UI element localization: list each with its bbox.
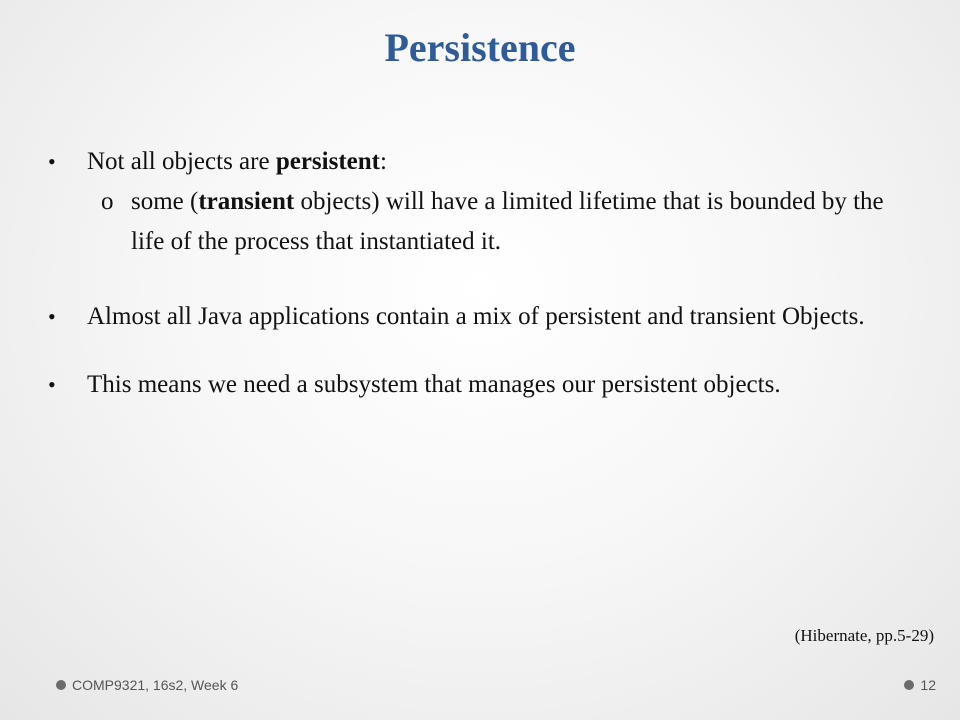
footer-dot-icon: [904, 680, 914, 690]
text-run: some (: [131, 188, 199, 215]
bullet-icon: •: [48, 372, 56, 397]
footer-course-label: COMP9321, 16s2, Week 6: [72, 677, 239, 693]
text-run: Not all objects are: [87, 148, 276, 175]
sub-bullet-text: [131, 182, 888, 262]
bullet-item: [48, 142, 888, 182]
bullet-item: [48, 365, 888, 405]
sub-bullet-item: [101, 182, 888, 262]
bullet-icon: •: [48, 304, 56, 329]
slide-content: [48, 142, 888, 405]
bullet-icon: •: [48, 149, 56, 174]
citation: (Hibernate, pp.5-29): [794, 626, 934, 645]
bullet-item: [48, 297, 888, 337]
footer-dot-icon: [56, 680, 66, 690]
footer-page: [904, 677, 936, 693]
bold-term: persistent: [275, 148, 380, 175]
bold-term: transient: [198, 188, 295, 215]
bullet-text: [87, 142, 888, 182]
bullet-text: Almost all Java applications contain a mix of persistent and transient Objects.: [87, 303, 865, 330]
slide-title: Persistence: [384, 25, 576, 70]
page-number: 12: [920, 677, 936, 693]
sub-bullet-icon: o: [101, 188, 114, 215]
text-run: objects) will have a limited lifetime that is bounded by the life of the process that instantiated it.: [131, 188, 884, 255]
footer-course: [56, 677, 238, 693]
bullet-text: This means we need a subsystem that manages our persistent objects.: [87, 371, 781, 398]
text-run: :: [379, 148, 387, 175]
